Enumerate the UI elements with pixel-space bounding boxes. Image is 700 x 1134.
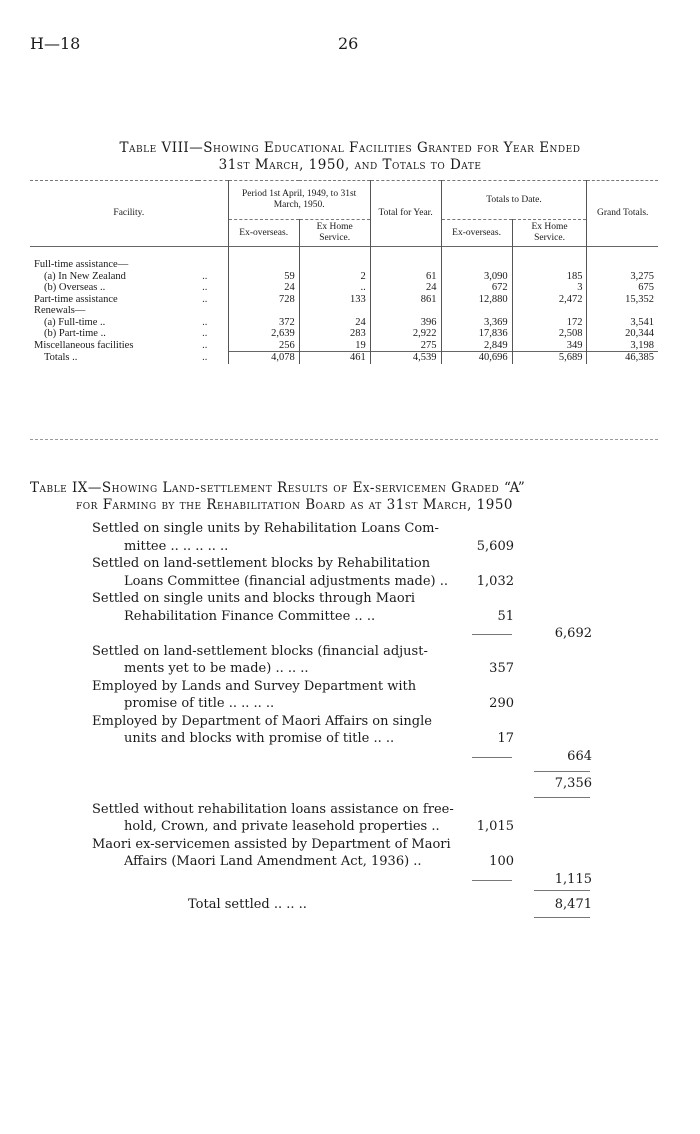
list-item [92,678,612,696]
subtotal-value: 6,692 [554,626,592,641]
total-row [92,896,612,914]
subtotal-row [92,871,612,889]
cell: 3 [512,282,587,294]
group-label-fulltime: Full-time assistance— [34,259,129,270]
total-cell: 46,385 [587,352,658,364]
entry-text: Settled without rehabilitation loans assistance on free- [92,801,454,817]
row-label: Miscellaneous facilities [34,339,134,351]
list-item [92,730,612,748]
subtotal-value: 7,356 [554,776,592,791]
cell: .. [299,282,370,294]
table8 [30,180,658,364]
list-item [92,573,612,591]
cell: 2,922 [370,328,441,340]
total-cell: 5,689 [512,352,587,364]
rule [472,757,512,758]
table-row [30,317,658,329]
cell: 396 [370,317,441,329]
cell: 3,541 [587,317,658,329]
entry-value: 17 [497,731,514,746]
list-item [92,660,612,678]
list-item [92,643,612,661]
row-leader: .. [202,339,208,351]
total-cell: 461 [299,352,370,364]
col-ex-overseas-2: Ex-overseas. [441,220,512,247]
entry-text: Rehabilitation Finance Committee .. .. [124,608,376,624]
subtotal-row [92,775,612,793]
list-item [92,713,612,731]
cell: 861 [370,294,441,306]
cell: 2,639 [228,328,299,340]
list-item [92,590,612,608]
cell: 728 [228,294,299,306]
cell: 672 [441,282,512,294]
row-leader: .. [202,282,208,293]
rule [534,797,590,798]
list-item [92,801,612,819]
rule [472,880,512,881]
group-label-renewals: Renewals— [34,305,86,316]
col-grand-totals: Grand Totals. [587,181,658,247]
list-item [92,695,612,713]
entry-text: mittee .. .. .. .. .. [124,538,229,554]
subtotal-value: 1,115 [554,871,592,887]
cell: 372 [228,317,299,329]
totals-row [30,352,658,364]
entry-text: Settled on single units and blocks through Maori [92,591,416,606]
table-row [30,340,658,352]
entry-value: 100 [489,854,514,869]
table8-title-line1: Table VIII—Showing Educational Facilities Granted for Year Ended [119,140,581,156]
cell: 61 [370,271,441,283]
page-ref: H—18 [30,34,81,53]
row-label: Part-time assistance [34,293,118,305]
grand-total-value: 8,471 [554,897,592,912]
entry-text: Settled on single units by Rehabilitation Loans Com- [92,521,439,536]
row-label: (a) Full-time .. [44,316,106,328]
cell: 675 [587,282,658,294]
row-leader: .. [202,293,208,305]
cell: 24 [370,282,441,294]
cell: 3,090 [441,271,512,283]
cell: 24 [228,282,299,294]
spacer [92,765,612,775]
row-label: (b) Part-time .. [44,328,106,339]
cell: 2,472 [512,294,587,306]
entry-text: Employed by Lands and Survey Department with [92,678,417,694]
cell: 17,836 [441,328,512,340]
cell: 15,352 [587,294,658,306]
row-leader: .. [202,270,208,282]
cell: 24 [299,317,370,329]
entry-text: Settled on land-settlement blocks (financial adjust- [92,643,428,659]
table-row [30,294,658,306]
page-number: 26 [338,34,359,53]
col-total-year: Total for Year. [370,181,441,247]
table9-title [30,480,670,514]
rule [534,917,590,918]
cell: 349 [512,340,587,352]
col-facility: Facility. [113,208,145,218]
cell: 20,344 [587,328,658,340]
row-leader: .. [202,316,208,328]
cell: 283 [299,328,370,340]
cell: 2,849 [441,340,512,352]
cell: 3,275 [587,271,658,283]
table-row [30,271,658,283]
cell: 172 [512,317,587,329]
entry-value: 5,609 [476,538,514,554]
cell: 59 [228,271,299,283]
spacer [92,914,612,920]
entry-text: hold, Crown, and private leasehold properties .. [124,819,440,834]
row-label: (a) In New Zealand [44,270,126,282]
total-label: Total settled .. .. .. [188,897,307,912]
table-row [30,282,658,294]
col-ex-overseas: Ex-overseas. [228,220,299,247]
cell: 3,198 [587,340,658,352]
cell: 2 [299,271,370,283]
entry-text: ments yet to be made) .. .. .. [124,661,309,676]
col-ex-home: Ex Home Service. [299,220,370,247]
spacer [92,793,612,801]
table9-title-line2: for Farming by the Rehabilitation Board as at 31st March, 1950 [76,497,514,513]
entry-text: promise of title .. .. .. .. [124,696,275,711]
rule [534,890,590,891]
col-ex-home-2: Ex Home Service. [512,220,587,247]
table-row [30,328,658,340]
cell: 19 [299,340,370,352]
table-row [30,259,658,271]
total-cell: 4,078 [228,352,299,364]
spacer [92,888,612,896]
row-leader: .. [202,351,208,363]
entry-text: Loans Committee (financial adjustments made) .. [124,573,449,589]
rule [472,634,512,635]
list-item [92,520,612,538]
entry-text: Affairs (Maori Land Amendment Act, 1936) .. [124,854,422,869]
total-cell: 40,696 [441,352,512,364]
totals-label: Totals .. [44,351,78,363]
entry-text: units and blocks with promise of title .. .. [124,731,395,746]
table8-title-line2: 31st March, 1950, and Totals to Date [218,157,482,173]
total-cell: 4,539 [370,352,441,364]
subtotal-row [92,625,612,643]
list-item [92,853,612,871]
cell: 3,369 [441,317,512,329]
cell: 133 [299,294,370,306]
list-item [92,818,612,836]
list-item [92,836,612,854]
entry-text: Maori ex-servicemen assisted by Department of Maori [92,836,451,852]
row-leader: .. [202,328,208,339]
table8-title [30,140,670,174]
rule [534,771,590,772]
cell: 12,880 [441,294,512,306]
table9-body [92,520,612,920]
cell: 275 [370,340,441,352]
entry-text: Settled on land-settlement blocks by Rehabilitation [92,556,431,571]
entry-value: 1,015 [476,819,514,834]
col-totals-to-date: Totals to Date. [441,181,587,220]
subtotal-value: 664 [567,748,592,764]
list-item [92,555,612,573]
entry-value: 357 [489,661,514,676]
list-item [92,608,612,626]
table8-bottom-rule [30,439,658,440]
list-item [92,538,612,556]
row-label: (b) Overseas .. [44,282,106,293]
subtotal-row [92,748,612,766]
cell: 256 [228,340,299,352]
table9-title-line1: Table IX—Showing Land-settlement Results of Ex-servicemen Graded “A” [30,480,526,496]
entry-value: 290 [489,696,514,711]
entry-value: 51 [497,608,514,624]
table-row [30,305,658,317]
cell: 185 [512,271,587,283]
cell: 2,508 [512,328,587,340]
entry-value: 1,032 [476,573,514,589]
col-period: Period 1st April, 1949, to 31st March, 1950. [228,181,370,220]
entry-text: Employed by Department of Maori Affairs on single [92,713,432,729]
